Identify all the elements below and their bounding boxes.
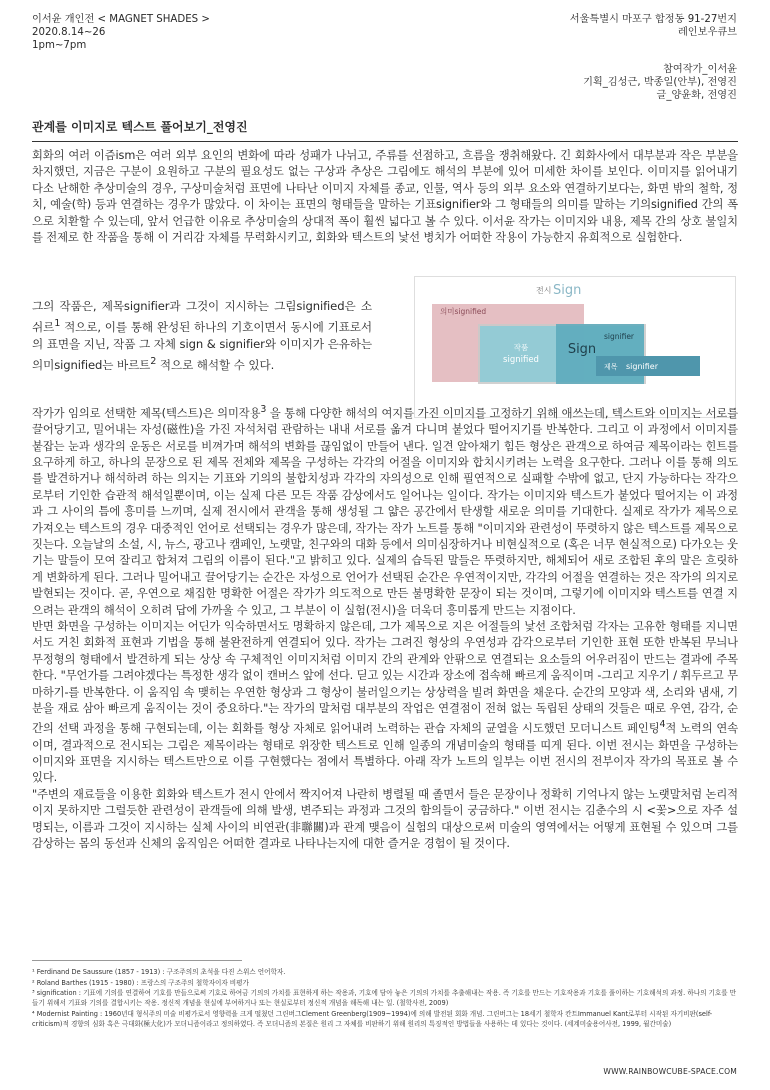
diagram-sign-heading: Sign <box>553 283 582 298</box>
paragraph-intro: 회화의 여러 이즘ism은 여러 외부 요인의 변화에 따라 성패가 나뉘고, 주류를 선점하고, 흐름을 쟁취해왔다. 긴 회화사에서 대부분과 작은 부분을 차지했던, 지금은 구분이 요원하고 구분의 필요성도 없는 구상과 추상은 그림에도 해석의 부분에 있어 미세한 차이를 보인다. 이미지를 읽어내기 다소 난해한 추상미술의 경우, 구상미술처럼 표면에 나타난 이미지 자체를 종교, 인물, 역사 등의 외부 요소와 연결하기보다는, 화면 밖의 철학, 정치, 예술(학) 등과 연결하는 경우가 많았다. 이 차이는 표면의 형태들을 말하는 기표signifier와 그 형태들의 의미를 말하는 기의signified 간의 폭으로 치환할 수 있는데, 앞서 언급한 이유로 추상미술의 상대적 폭이 훨씬 넓다고 볼 수 있다. 이서윤 작가는 이미지와 내용, 제목 간의 상호 불일치를 전제로 한 작품을 통해 이 거리감 자체를 무력화시키고, 회화와 텍스트의 낯선 병치가 어떠한 작용이 가능한지 유희적으로 실험한다. <box>32 149 738 245</box>
footnote-4: ⁴ Modernist Painting : 1960년대 형식주의 미술 비평가로서 영향력을 크게 떨쳤던 그린버그Clement Greenberg(1909~1994)에 의해 발전된 회화 개념. 그린버그는 18세기 철학자 칸트Immanuel Kant로부터 시작된 자기비판(self-criticism)적 경향의 심화 혹은 극대화(極大化)가 모더니즘이라고 정의하였다. 즉 모더니즘의 본질은 원리 그 자체를 비판하기 위해 원리의 특징적인 방법들을 사용하는 데 있다는 것이다. (세계미술용어사전, 1999, 월간미술) <box>32 1009 713 1028</box>
venue-info <box>570 13 737 39</box>
exhibition-dates: 2020.8.14~26 <box>32 27 106 39</box>
venue-address: 서울특별시 마포구 합정동 91-27번지 <box>569 14 737 25</box>
credit-writers: 글_양윤화, 전영진 <box>656 90 737 102</box>
diagram-header-label: 전시 <box>536 286 552 295</box>
paragraph-image <box>32 619 738 787</box>
work-sub-label: signified <box>503 355 539 365</box>
venue-name: 레인보우큐브 <box>677 27 737 39</box>
paragraph-image-part-b: 적 노력의 연속이며, 결과적으로 전시되는 그림은 제목이라는 형태로 위장한 텍스트로 인해 일종의 개념미술의 형태를 띠게 된다. 이번 전시는 화면을 구성하는 이미지와 표면을 지시하는 텍스트만으로 이를 구현했다는 점에서 특별하다. 아래 작가 노트의 일부는 이번 전시의 전부이자 작가의 목표로 볼 수 있다. <box>32 722 739 785</box>
title-label: 제목 <box>604 363 618 371</box>
exhibition-info <box>32 13 210 53</box>
exhibition-title: 이서윤 개인전 < MAGNET SHADES > <box>32 14 210 25</box>
paragraph-signification <box>32 402 738 619</box>
footnote-1: ¹ Ferdinand De Saussure (1857 - 1913) : 구조주의의 초석을 다진 스위스 언어학자. <box>32 968 286 976</box>
paragraph-signification-part-b: 을 통해 다양한 해석의 여지를 가진 이미지를 고정하기 위해 애쓰는데, 텍스트와 이미지는 서로를 끌어당기고, 밀어내는 자성(磁性)을 가진 자석처럼 관람하는 내내 서로를 옮겨 다니며 붙었다 떨어지기를 반복한다. 그리고 이 과정에서 이미지를 붙잡는 눈과 생각의 운동은 서로를 비껴가며 해석의 변화를 끊임없이 만들어 낸다. 일견 알아채기 힘든 형상은 관객으로 하여금 제목이라는 힌트를 요구하게 하고, 하나의 문장으로 된 제목 전체와 제목을 구성하는 각각의 어절을 이미지와 합치시키려는 노력을 요구한다. 그러나 이를 통해 의도를 발견하거나 해석하려 하는 의지는 기표와 기의의 불합치성과 각각의 자의성으로 인해 필연적으로 실패할 수밖에 없고, 단지 가능하다는 작각으로부터 기인한 습관적 해석일뿐이며, 이는 실제 다른 모든 작품 감상에서도 일어나는 일이다. 작가는 이미지와 텍스트가 붙었다 떨어지는 이 과정과 그 사이의 틈에 흥미를 느끼며, 실제 전시에서 관객을 통해 생성될 그 얇은 공간에서 탄생할 새로운 의미를 기대한다. 실제로 작가가 제목으로 가져오는 텍스트의 경우 대중적인 언어로 선택되는 경우가 많은데, 작가는 작가 노트를 통해 "이미지와 관련성이 뚜렷하지 않은 텍스트를 제목으로 짓는다. 오늘날의 소설, 시, 뉴스, 광고나 캠페인, 노랫말, 친구와의 대화 등에서 의미심장하거나 비현실적으로 (혹은 너무 현실적으로) 다가오는 웃기는 말들이 모여 잘리고 합쳐져 그림의 이름이 된다."고 밝히고 있다. 실제의 습득된 말들은 뚜렷하지만, 해체되어 새로 조합된 후의 말은 흐릿하게 변화하게 된다. 그러나 밀어내고 끌어당기는 순간은 자성으로 언어가 선택된 순간은 우연적이지만, 각각의 어절을 연결하는 것은 작가의 의지로 발현되는 것이다. 곧, 우연으로 채집한 명확한 어절은 작가가 의도적으로 만든 불명확한 문장이 되는 것이며, 그렇기에 이미지와 텍스트를 연결 지으려는 관객의 해석이 오히려 답에 가까울 수 있고, 그 부분이 이 실험(전시)을 더욱더 흥미롭게 만드는 지점이다. <box>32 406 739 617</box>
signified-label: 의미signified <box>440 307 487 316</box>
paragraph-conclusion: "주변의 재료들을 이용한 회화와 텍스트가 전시 안에서 짝지어져 나란히 병렬될 때 졸면서 들은 문장이나 정확히 기억나지 않는 노랫말처럼 논리적이지 못하지만 그럴듯한 관련성이 관객들에 의해 발생, 변주되는 과정과 그것의 함의들이 궁금하다." 이번 전시는 김춘수의 시 <꽃>으로 자주 설명되는, 이름과 그것이 지시하는 실체 사이의 비연관(非聯關)과 관계 맺음이 실험의 대상으로써 미술의 영역에서는 어떻게 표현될 수 있으며 그를 감상하는 몸의 동선과 신체의 움직임은 어떠한 결과로 나타나는지에 대한 즐거운 경험이 될 것이다. <box>32 787 738 851</box>
paragraph-sign-part-c: 적으로 해석할 수 있다. <box>156 357 275 372</box>
footnote-ref-2: 2 <box>150 355 157 367</box>
paragraph-sign <box>32 298 372 374</box>
footnote-2: ² Roland Barthes (1915 - 1980) : 프랑스의 구조주의 철학자이자 비평가 <box>32 978 249 987</box>
work-label: 작품 <box>513 343 529 352</box>
main-body <box>32 402 738 853</box>
footnote-divider <box>32 960 242 961</box>
paragraph-sign-part-a: 그의 작품은, 제목signifier과 그것이 지시하는 그림signified은 소쉬르 <box>32 299 372 334</box>
article-title: 관계를 이미지로 텍스트 풀어보기_전영진 <box>32 118 738 142</box>
credit-artist: 참여작가_이서윤 <box>663 64 737 75</box>
credits <box>583 63 737 103</box>
credit-curators: 기획_김성근, 박종일(안부), 전영진 <box>583 77 737 89</box>
sign-center-label: Sign <box>567 342 597 357</box>
signifier-small-label: signifier <box>604 332 635 341</box>
paragraph-sign-part-b: 적으로, 이를 통해 완성된 하나의 기호이면서 동시에 기표로서의 표면을 지닌, 작품 그 자체 sign & signifier와 이미지가 은유하는 의미signified는 바르트 <box>32 319 372 372</box>
website-link[interactable]: WWW.RAINBOWCUBE-SPACE.COM <box>603 1067 737 1076</box>
paragraph-image-part-a: 반면 화면을 구성하는 이미지는 어딘가 익숙하면서도 명확하지 않은데, 그가 제목으로 지은 어절들의 낯선 조합처럼 각자는 고유한 형태를 지니면서도 거친 회화적 표현과 기법을 통해 불완전하게 연결되어 있다. 작가는 그려진 형상의 우연성과 감각으로부터 기인한 표현 또한 반복된 무늬나 무정형의 형태에서 발견하게 되는 상상 속 구체적인 이미지처럼 이미지 간의 관계와 안팎으로 연결되는 요소들의 어우러짐이 만드는 결과에 주목한다. "무언가를 그려야겠다는 특정한 생각 없이 캔버스 앞에 선다. 딛고 있는 시간과 장소에 접속해 빠르게 움직이며 -그리고 지우기 / 휘두르고 무마하기-를 반복한다. 이 움직임 속 맺히는 우연한 형상과 그 형상이 불러일으키는 상상력을 빌려 화면을 채운다. 순간의 모양과 색, 소리와 냄새, 기분을 재료 삼아 빠르게 움직이는 것이 중요하다."는 작가의 말처럼 대부분의 작업은 연결점이 전혀 없는 독립된 상태의 것들은 때로 우연, 감각, 순간의 선택 과정을 통해 구현되는데, 이는 회화를 형상 자체로 읽어내려 노력하는 관습 자체의 균열을 시도했던 모더니스트 페인팅 <box>32 620 738 736</box>
exhibition-hours: 1pm~7pm <box>32 40 87 52</box>
footnotes <box>32 967 738 1029</box>
title-sub-label: signifier <box>626 362 659 371</box>
footnote-ref-4: 4 <box>659 719 666 731</box>
footnote-3: ³ signification : 기표에 기의를 연결하여 기호를 만들으로써 기호로 하여금 기의의 가치를 표현하게 하는 작용과, 기호에 담아 놓은 기의의 가치를 추출해내는 작용. 즉 기호를 만드는 기호작용과 기호를 풀이하는 기호해석의 과정. 하나의 기호를 만들기 위해서 기표와 기의를 결합시키는 작용. 정신적 개념을 현실에 부여하거나 또는 현실로부터 정신적 개념을 해독해 내는 일. (철학사전, 2009) <box>32 989 737 1007</box>
footnote-ref-1: 1 <box>54 318 61 329</box>
sign-diagram <box>414 276 736 418</box>
paragraph-signification-part-a: 작가가 임의로 선택한 제목(텍스트)은 의미작용 <box>32 406 261 420</box>
footnote-ref-3: 3 <box>260 404 267 415</box>
